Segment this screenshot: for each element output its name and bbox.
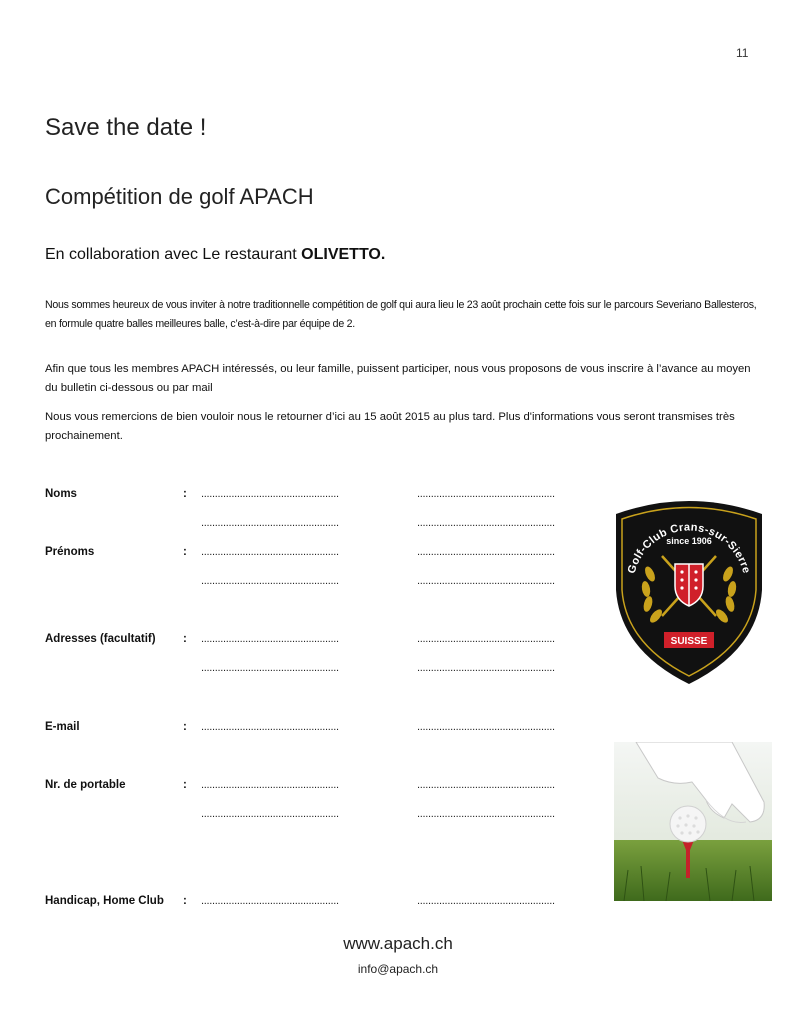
fill-line[interactable]: .................................................. xyxy=(201,517,339,529)
fill-line[interactable]: .................................................. xyxy=(417,633,555,645)
restaurant-name: OLIVETTO. xyxy=(301,246,386,263)
fill-line[interactable]: .................................................. xyxy=(417,662,555,674)
competition-title: Compétition de golf APACH xyxy=(45,184,314,209)
form-colon: : xyxy=(183,779,187,791)
fill-line[interactable]: .................................................. xyxy=(417,721,555,733)
fill-line[interactable]: .................................................. xyxy=(417,546,555,558)
fill-line[interactable]: .................................................. xyxy=(417,488,555,500)
fill-line[interactable]: .................................................. xyxy=(417,895,555,907)
fill-line[interactable]: .................................................. xyxy=(201,721,339,733)
fill-line[interactable]: .................................................. xyxy=(201,488,339,500)
label-prenoms: Prénoms xyxy=(45,546,95,558)
fill-line[interactable]: .................................................. xyxy=(201,575,339,587)
fill-line[interactable]: .................................................. xyxy=(201,662,339,674)
footer-email[interactable]: info@apach.ch xyxy=(357,962,439,976)
crest-since-text: since 1906 xyxy=(666,536,712,546)
fill-line[interactable]: .................................................. xyxy=(417,808,555,820)
page-number: 11 xyxy=(736,46,749,60)
footer-website[interactable]: www.apach.ch xyxy=(343,934,453,953)
form-colon: : xyxy=(183,721,187,733)
form-colon: : xyxy=(183,546,187,558)
registration-paragraph: Afin que tous les membres APACH intéressés, ou leur famille, puissent participer, nous vous proposons de vous inscrire à l’avance au moyen du bulletin ci-dessous ou par mail xyxy=(45,363,751,394)
fill-line[interactable]: .................................................. xyxy=(201,633,339,645)
save-the-date-heading: Save the date ! xyxy=(45,114,207,141)
label-email: E-mail xyxy=(45,721,80,733)
collaboration-line xyxy=(45,246,385,264)
label-noms: Noms xyxy=(45,488,77,500)
fill-line[interactable]: .................................................. xyxy=(417,517,555,529)
label-adresses: Adresses (facultatif) xyxy=(45,633,156,645)
form-colon: : xyxy=(183,488,187,500)
crest-country-text: SUISSE xyxy=(670,636,708,647)
fill-line[interactable]: .................................................. xyxy=(201,779,339,791)
fill-line[interactable]: .................................................. xyxy=(417,779,555,791)
fill-line[interactable]: .................................................. xyxy=(201,895,339,907)
label-portable: Nr. de portable xyxy=(45,779,126,791)
label-handicap: Handicap, Home Club xyxy=(45,895,164,907)
return-paragraph: Nous vous remercions de bien vouloir nous le retourner d’ici au 15 août 2015 au plus tard. Plus d'informations vous seront transmises très prochainement. xyxy=(45,411,735,442)
fill-line[interactable]: .................................................. xyxy=(201,546,339,558)
invitation-paragraph: Nous sommes heureux de vous inviter à notre traditionnelle compétition de golf qui aura lieu le 23 août prochain cette fois sur le parcours Severiano Ballesteros, en formule quatre balles meilleures balle, c’est-à-dire par équipe de 2. xyxy=(45,299,757,330)
collaboration-prefix: En collaboration avec Le restaurant xyxy=(45,246,302,263)
fill-line[interactable]: .................................................. xyxy=(201,808,339,820)
golf-club-crest-logo xyxy=(612,494,766,686)
form-colon: : xyxy=(183,633,187,645)
crest-arc-text: Golf-Club Crans-sur-Sierre xyxy=(625,521,753,575)
golf-ball-photo xyxy=(614,742,772,901)
fill-line[interactable]: .................................................. xyxy=(417,575,555,587)
form-colon: : xyxy=(183,895,187,907)
